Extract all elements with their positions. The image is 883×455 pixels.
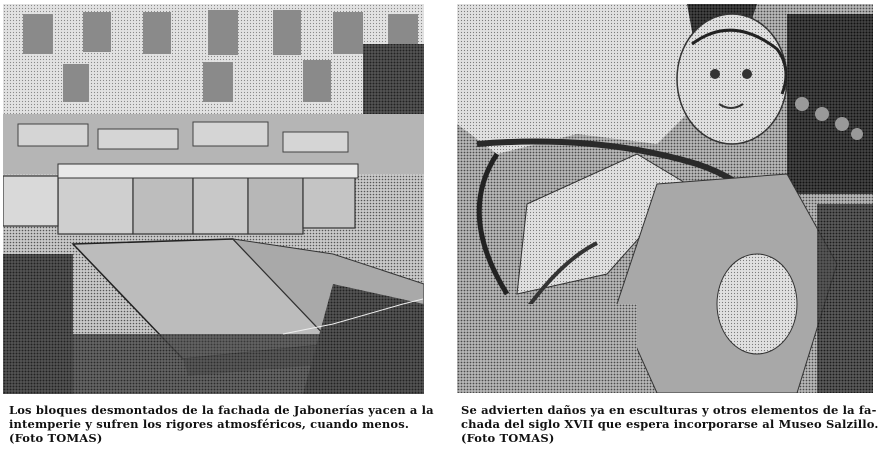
right-photo xyxy=(457,4,873,393)
stone-blocks-photo xyxy=(3,4,424,394)
left-caption-line-2: intemperie y sufren los rigores atmosféricos, cuando menos. xyxy=(9,417,410,431)
left-caption-line-1: Los bloques desmontados de la fachada de Jabonerías yacen a la xyxy=(9,403,434,417)
right-caption-line-1: Se advierten daños ya en esculturas y otros elementos de la fa- xyxy=(461,403,877,417)
left-photo xyxy=(3,4,424,394)
right-caption xyxy=(461,403,879,445)
left-photo-credit: (Foto TOMAS) xyxy=(9,431,103,445)
right-photo-credit: (Foto TOMAS) xyxy=(461,431,555,445)
left-caption xyxy=(9,403,434,445)
right-caption-line-2: chada del siglo XVII que espera incorporarse al Museo Salzillo. xyxy=(461,417,879,431)
sculpture-photo xyxy=(457,4,873,393)
